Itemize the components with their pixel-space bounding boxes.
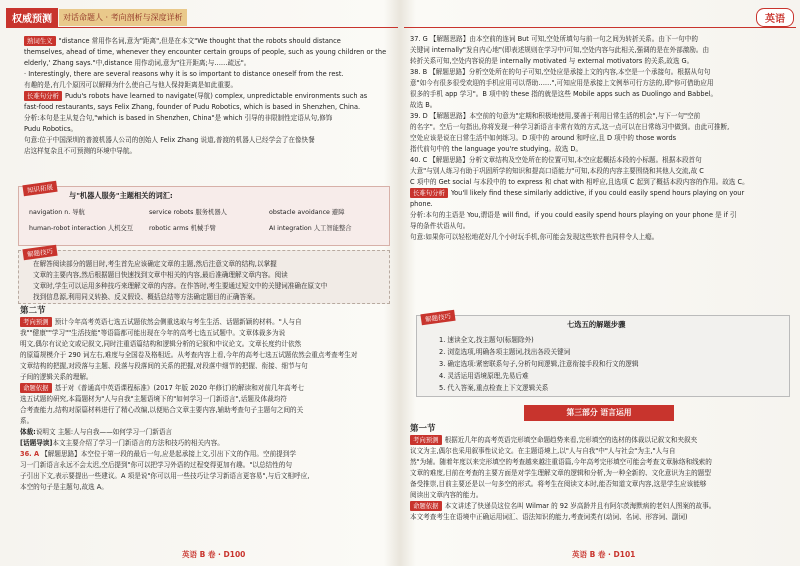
- steps-box-title: 七选五的解题步骤: [567, 320, 626, 329]
- tip-text: 在解答阅读部分的题目时,考生首先应该确定文章的主题,然后注意文章的结构,以掌握 文章的主要内容,然后根据题目快速找到文章中相关的内容,最后准确理解文章内容。阅读 文章时,学生可以运用多种技巧来理解文章的内容。在作答时,考生要通过短文中的关键词准确在原文中 找到信息源,利用同义转换、反义假设、概括总结等方法确定题目的正确答案。: [33, 260, 328, 301]
- knowledge-box: [18, 183, 390, 246]
- header-rule: [6, 27, 398, 28]
- text-line: Pudu Robotics。: [24, 125, 78, 133]
- step-item: 3. 确定选项:紧密联系句子,分析句间逻辑,注意衔接手段和行文的逻辑: [439, 360, 639, 368]
- header-rule: [404, 27, 796, 28]
- knowledge-box-heading: 与"机器人服务"主题相关的词汇:: [69, 191, 173, 200]
- text-line: elderly,' Zhang says."中,distance 用作动词,意为"往开距离;与……疏远"。: [24, 59, 251, 67]
- tip-box: [18, 247, 390, 304]
- vocab-item: navigation n. 导航: [29, 209, 85, 216]
- step-item: 5. 代入答案,重点检查上下文逻辑关系: [439, 384, 549, 392]
- section-heading: 第二节: [20, 306, 46, 316]
- brand-subtitle: 对话命题人 · 考向剖析与深度详析: [59, 9, 187, 26]
- brand-label: 权威预测: [6, 8, 58, 27]
- section-heading: 第一节: [410, 424, 436, 434]
- right-header: [756, 8, 794, 26]
- text-line: fast-food restaurants, says Felix Zhang, founder of Pudu Robotics, which is based in Shenzhen, China.: [24, 103, 361, 111]
- vocab-item: human-robot interaction 人机交互: [29, 225, 134, 232]
- page-footer-right: 英语 B 卷 · D101: [572, 550, 636, 559]
- step-item: 4. 灵活运用语境原理,先易后难: [439, 372, 529, 380]
- kaoxiang-tag: 考向预测: [410, 435, 442, 445]
- steps-box-label: 解题技巧: [420, 310, 455, 326]
- text-line: 有趣的是,有几个原因可以解释为什么使自己与他人保持距离是如此重要。: [24, 81, 238, 89]
- answers-text: 37. G 【解题思路】由本空前的连词 But 可知,空处所填句与前一句之间为转折关系。由下一句中的 关键词 internally"发自内心地"(即表述规则在学习中)可知,空处内容与此相关,强调的是在外部激励。由 转折关系可知,空处内容说的是 internally motivated 与 external motivators 的关系,故选 G。 38. B 【解题思路】分析空处所在的句子可知,空处应是承接上文的内容,本空是一个承接句。根据从句句 意"如今有很多很受欢迎的手机应用可以帮助……",可知应用是承接上文例举可行方法的,即"你可借助应用 很多的手机 app 学习"。B 项中的 these 指的就是这些 Mobile apps such as Duolingo and Babbel。 故选 B。 39. D 【解题思路】本空前的句意为"定期和积极地使用,要善于利用日常生活的机会",与下一句"空前 的名字"。空后一句指出,你将发现一种学习新语言非常有效的方式,这一点可以在日常练习中做到。由此可推断, 空处应该是说在日常生活中如何练习。D 项中的 around 和呼应,且 D 项中的 those words 指代前句中的 the language you're studying。故选 D。 40. C 【解题思路】分析文章结构及空处所在的位置可知,本空应起概括本段的小标题。根据本段首句 大意"与别人练习有助于巩固所学的知识和提高口语能力"可知,本段的内容主要围绕和其他人交流,故 C C 项中的 Get social 与本段中的 to express 和 chat with 相呼应,且选项 C 起到了概括本段内容的作用。故选 C。 长难句分析 You'll likely find these similarly addictive, if you could easily spend hours playing on your phone. 分析:本句的主语是 You,谓语是 will find。if you could easily spend hours playing on your phone 是 if 引 导的条件状语从句。 句意:如果你可以轻松地花好几个小时玩手机,你可能会发现这些软件也同样令人上瘾。: [410, 35, 749, 241]
- left-page: [6, 0, 398, 566]
- text-line: · Interestingly, there are several reasons why it is so important to distance oneself from the rest.: [24, 70, 344, 78]
- kaoxiang-tag: 考向预测: [20, 317, 52, 327]
- vocab-item: service robots 服务机器人: [149, 209, 227, 216]
- section2-text: 第二节 考向预测 预计今年高考英语七选五试题依然会侧重选取与考生生活、话题新颖的材料。"人与自 我""健康""学习""生活技能"等语篇都可能出现在今年的高考七选五试题中。文章体裁多为说 明文,偶尔有议论文或记叙文,同时注重语篇结构和逻辑分析的记叙和中议论文。文章长度约计依然 的原篇规模介于 290 词左右,难度与全国卷及格相近。从考查内容上看,今年的高考七选五试题依然会重点考查考生对 文章结构的把握,对段落与主题、段落与段落间的关系的把握,对段落中细节的把握、衔接、细节与句 子间的逻辑关系的理解。 命题依据 基于对《普通高中英语课程标准》(2017 年版 2020 年修订)的解读和对前几年高考七 选五试题的研究,本篇题材为"人与自我"主题语境下的"如何学习一门新语言",话题及体裁均符 合考查能力,结构对原篇材料进行了精心改编,以便贴合文章主要内容,辅助考查句子主题句之间的关 系。 体裁:说明文 主题:人与自我——如何学习一门新语言 [话题导读]本文主要介绍了学习一门新语言的方法和技巧的相关内容。 36. A 【解题思路】本空位于第一段的最后一句,应是起承接上文,引出下文的作用。空前提到学 习一门新语言永远不会太迟,空后提到"你可以把学习外语的过程变得更加有趣。"以总结性的句 子引出下文,表示要提出一些建议。A 项是说"你可以用一些技巧让学习新语言更容易",与后文相呼应, 本空的句子是主题句,故选 A。: [20, 306, 358, 491]
- paragraph: [24, 36, 394, 157]
- steps-box: [416, 312, 790, 397]
- mingshi-tag: 命题依据: [20, 383, 52, 393]
- mingshi-tag: 命题依据: [410, 501, 442, 511]
- knowledge-box-label: 知识拓展: [22, 181, 57, 197]
- part-banner: 第三部分 语言运用: [524, 405, 674, 421]
- text-line: 店这样复杂且不可预测的环境中导航。: [24, 147, 137, 155]
- question-number: 36. A: [20, 450, 40, 458]
- left-header: [6, 8, 398, 26]
- shengci-tag: 熟词生义: [24, 36, 56, 46]
- step-item: 2. 浏览选项,明确各项主题词,找出各段关键词: [439, 348, 571, 356]
- text-line: Pudu's robots have learned to navigate(导航) complex, unpredictable environments such as: [64, 92, 368, 100]
- text-line: 分析:本句是主从复合句,"which is based in Shenzhen, China"是 which 引导的非限制性定语从句,修饰: [24, 114, 333, 122]
- changju-tag: 长难句分析: [24, 91, 62, 101]
- text-line: 句意:位于中国深圳的普渡机器人公司的创始人 Felix Zhang 说道,普渡的机器人已经学会了在像快餐: [24, 136, 315, 144]
- page-footer-left: 英语 B 卷 · D100: [182, 550, 246, 559]
- section1-text: 第一节 考向预测 根据近几年的高考英语完形填空命题趋势来看,完形填空的选材的体裁以记叙文和夹叙夹 议文为主,偶尔也采用叙事性议论文。在主题语境上,以"人与自我"中"人与社会"为主,"人与自 然"为辅。随着年度以来完形填空的考查越来越注重语篇,今年高考完形填空可能会考查文章脉络和线索的 文章的难度,目前在考查的主要方面是对学生理解文章的逻辑和分析,为一种全新的、文化意识为主的题型 备受推崇,目前主要还是以一句多空的形式。将考生在阅读文本时,能否知道文章内容,这是学生应该能够 阅读出文章内容的能力。 命题依据 本文讲述了快递员这位名叫 Wilmar 的 92 岁高龄并且有阿尔茨海默病的老妇人图案的故事。 本文考查考生在语境中正确运用词汇、语法知识的能力,考查词类有(动词、名词、形容词、副词): [410, 424, 716, 521]
- right-page: [404, 0, 796, 566]
- vocab-item: AI integration 人工智能整合: [269, 225, 352, 232]
- text-line: "distance 常用作名词,意为"距离",但是在本文"We thought that the robots should distance: [58, 37, 341, 45]
- subject-badge: 英语: [756, 8, 794, 27]
- tip-box-label: 解题技巧: [22, 245, 57, 261]
- text-line: themselves, ahead of time, whenever they encounter certain groups of people, such as young children or the: [24, 48, 387, 56]
- vocab-item: obstacle avoidance 避障: [269, 209, 345, 216]
- vocab-item: robotic arms 机械手臂: [149, 225, 216, 232]
- changju-tag: 长难句分析: [410, 188, 448, 198]
- step-item: 1. 速读全文,找主题句(标题除外): [439, 336, 534, 344]
